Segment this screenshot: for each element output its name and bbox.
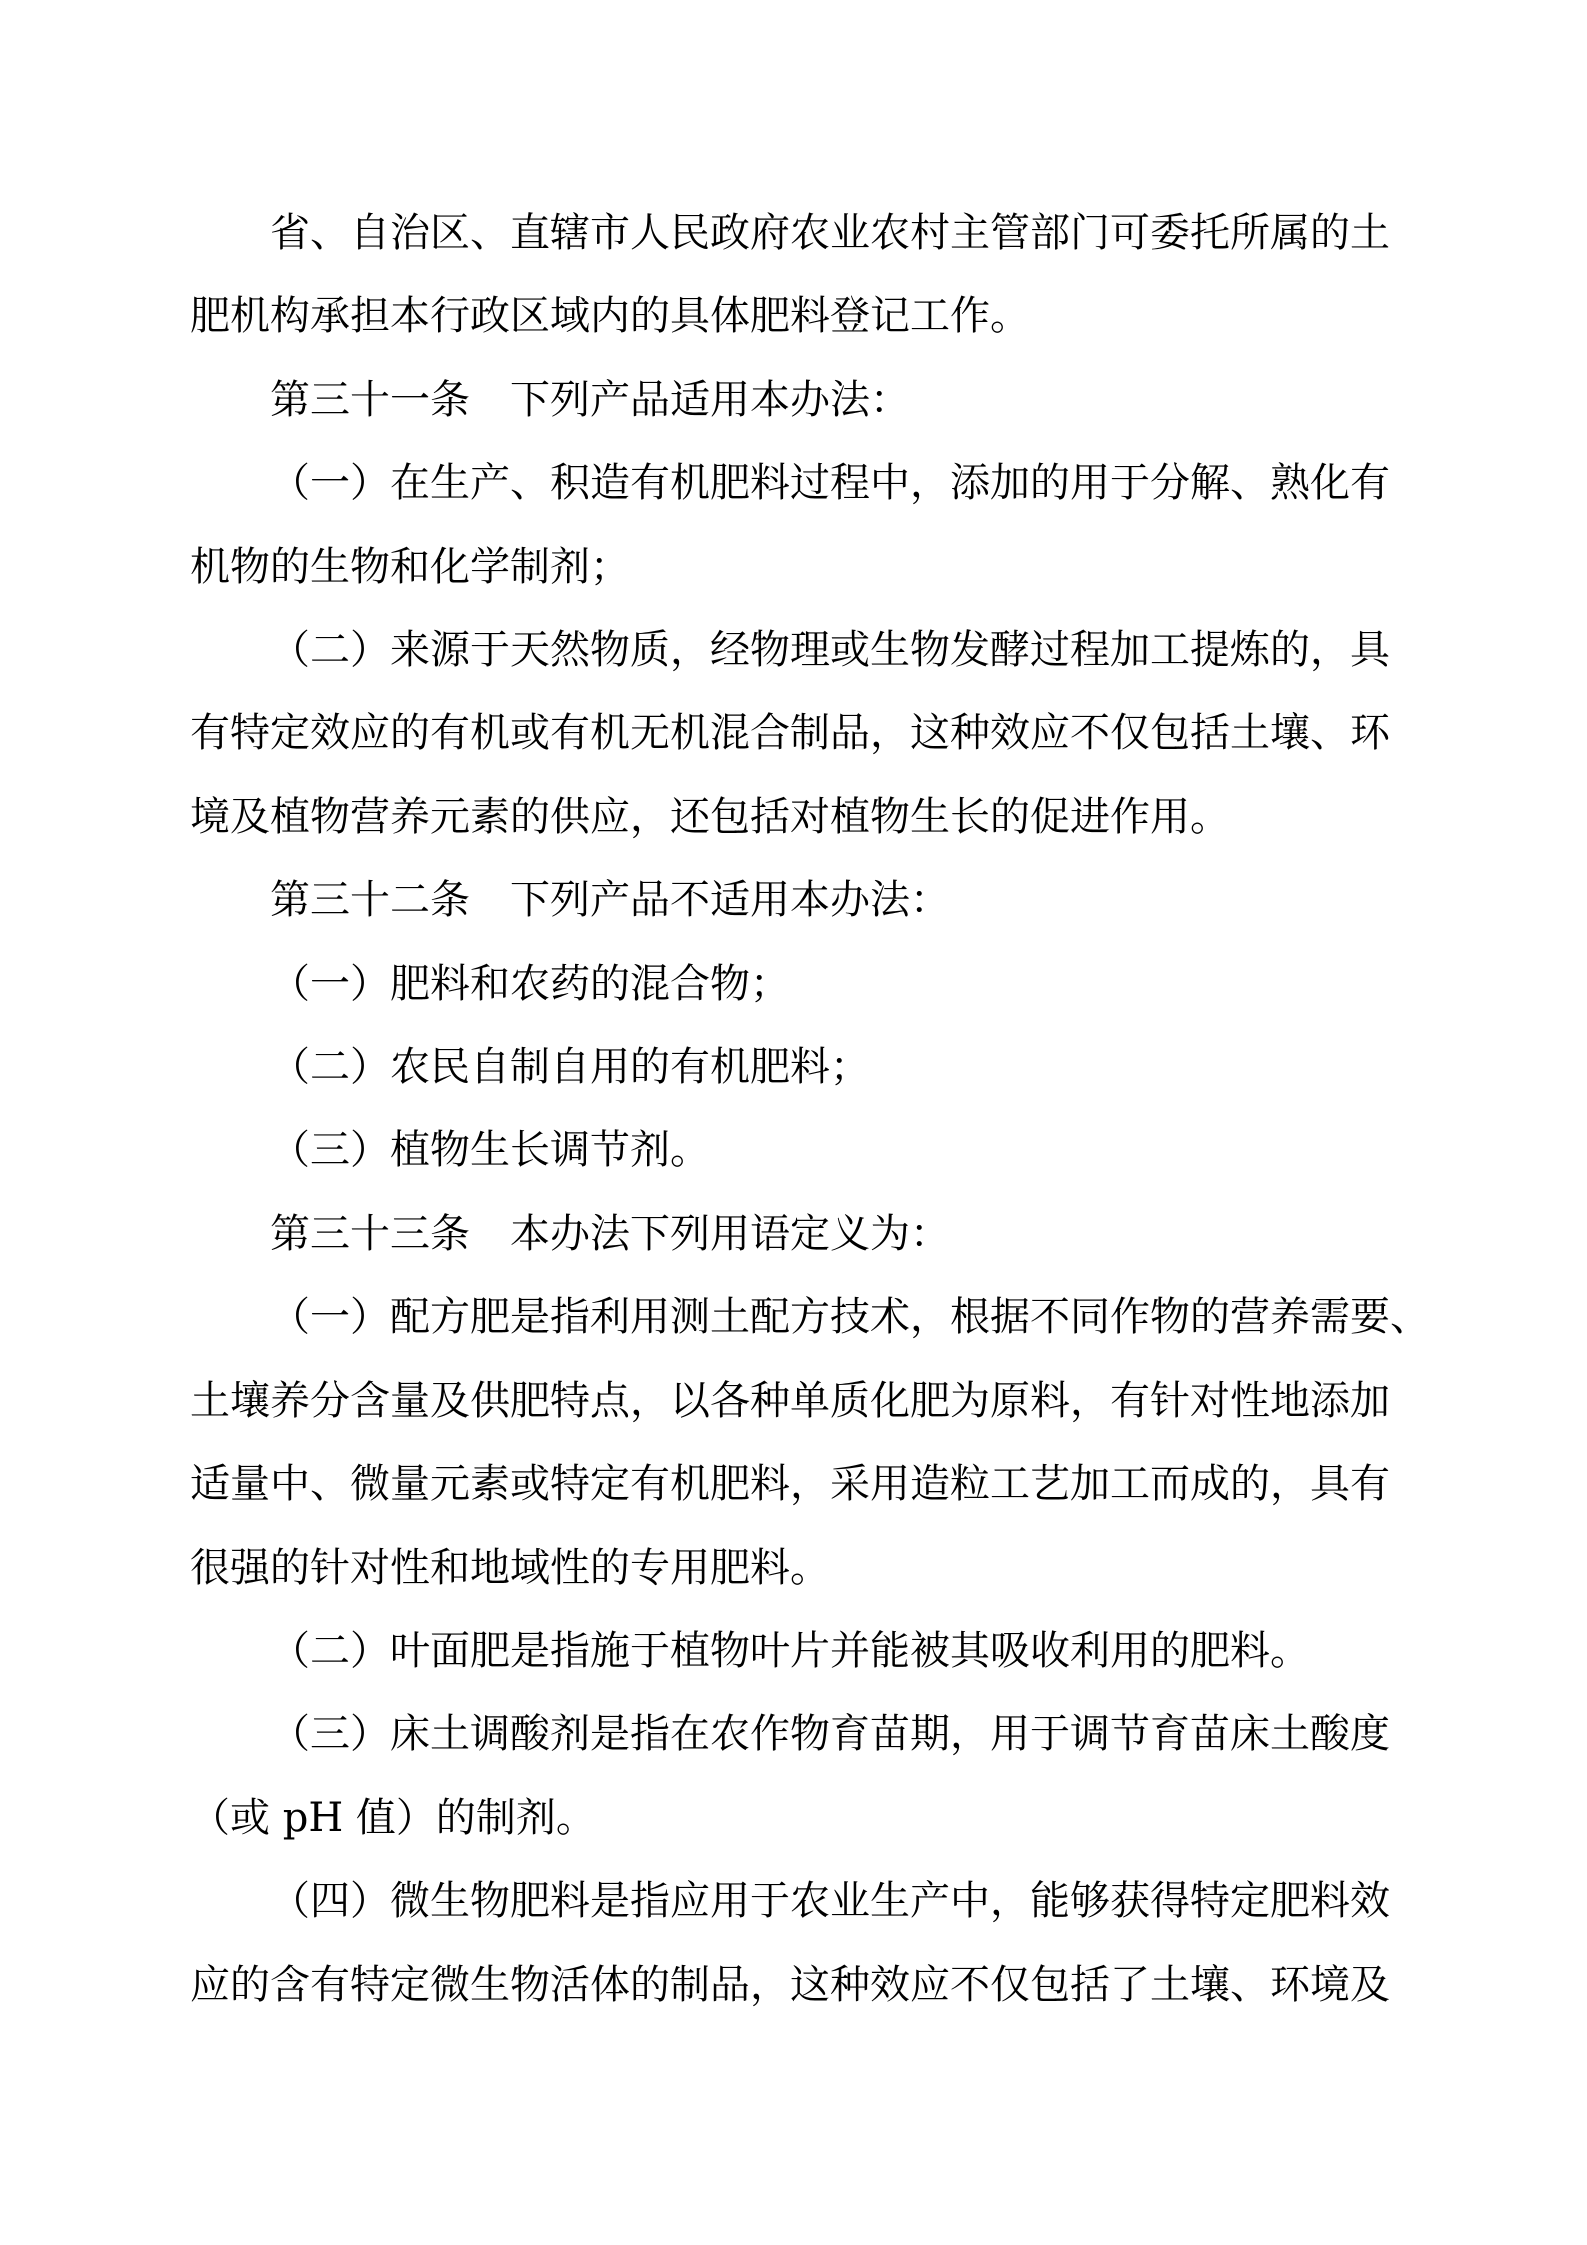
paragraph — [190, 192, 1397, 359]
paragraph-item-1 — [190, 442, 1397, 609]
paragraph-item-2 — [190, 1026, 1397, 1109]
text-line: 土壤养分含量及供肥特点，以各种单质化肥为原料，有针对性地添加 — [190, 1377, 1390, 1424]
text-line: （或 pH 值）的制剂。 — [190, 1794, 596, 1841]
text-line: （三）植物生长调节剂。 — [270, 1127, 710, 1174]
text-line: 第三十三条 本办法下列用语定义为： — [270, 1210, 950, 1257]
paragraph-definition-1 — [190, 1276, 1430, 1610]
text-line: （二）来源于天然物质，经物理或生物发酵过程加工提炼的，具 — [270, 627, 1390, 674]
paragraph-article-33 — [190, 1193, 1397, 1276]
document-body — [190, 192, 1430, 2027]
text-line: 省、自治区、直辖市人民政府农业农村主管部门可委托所属的土 — [270, 210, 1390, 256]
text-line: 第三十二条 下列产品不适用本办法： — [270, 877, 950, 924]
paragraph-item-1 — [190, 943, 1397, 1026]
paragraph-definition-2 — [190, 1610, 1397, 1693]
paragraph-article-32 — [190, 859, 1397, 942]
paragraph-definition-3 — [190, 1693, 1397, 1860]
paragraph-item-3 — [190, 1109, 1397, 1192]
paragraph-definition-4 — [190, 1860, 1397, 2027]
text-line: （二）叶面肥是指施于植物叶片并能被其吸收利用的肥料。 — [270, 1627, 1310, 1674]
text-line: 肥机构承担本行政区域内的具体肥料登记工作。 — [190, 293, 1030, 340]
paragraph-article-31 — [190, 359, 1397, 442]
text-line: 适量中、微量元素或特定有机肥料，采用造粒工艺加工而成的，具有 — [190, 1461, 1390, 1508]
text-line: 应的含有特定微生物活体的制品，这种效应不仅包括了土壤、环境及 — [190, 1961, 1390, 2008]
text-line: 很强的针对性和地域性的专用肥料。 — [190, 1544, 830, 1591]
text-line: 机物的生物和化学制剂； — [190, 543, 630, 590]
text-line: （一）在生产、积造有机肥料过程中，添加的用于分解、熟化有 — [270, 460, 1390, 507]
text-line: （二）农民自制自用的有机肥料； — [270, 1044, 870, 1091]
text-line: 第三十一条 下列产品适用本办法： — [270, 376, 910, 423]
paragraph-item-2 — [190, 609, 1397, 859]
text-line: （一）肥料和农药的混合物； — [270, 960, 790, 1007]
text-line: （一）配方肥是指利用测土配方技术，根据不同作物的营养需要、 — [270, 1294, 1430, 1341]
text-line: 有特定效应的有机或有机无机混合制品，这种效应不仅包括土壤、环 — [190, 710, 1390, 757]
text-line: 境及植物营养元素的供应，还包括对植物生长的促进作用。 — [190, 793, 1230, 840]
text-line: （三）床土调酸剂是指在农作物育苗期，用于调节育苗床土酸度 — [270, 1711, 1390, 1758]
text-line: （四）微生物肥料是指应用于农业生产中，能够获得特定肥料效 — [270, 1878, 1390, 1925]
